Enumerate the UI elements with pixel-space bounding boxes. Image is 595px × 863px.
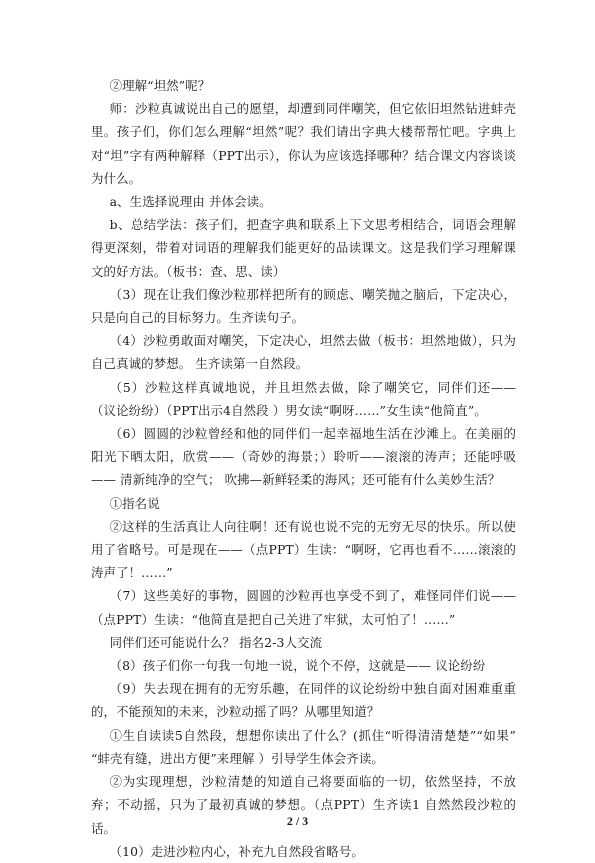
- paragraph-step-5: （5）沙粒这样真诚地说，并且坦然去做，除了嘲笑它，同伴们还——（议论纷纷）（PPT出示4自然段 ）男女读“啊呀……”女生读“他简直”。: [91, 379, 516, 418]
- paragraph-step-9: （9）失去现在拥有的无穷乐趣，在同伴的议论纷纷中独自面对困难重重的，不能预知的未来，沙粒动摇了吗？从哪里知道？: [91, 681, 516, 720]
- paragraph-step-6-1: ①指名说: [109, 495, 160, 511]
- paragraph-step-6: （6）圆圆的沙粒曾经和他的同伴们一起幸福地生活在沙滩上。在美丽的阳光下晒太阳，欣赏——（奇妙的海景；）聆听——滚滚的涛声；还能呼吸—— 清新纯净的空气； 吹拂—新鲜轻柔的海风；还可能有什么美妙生活？: [91, 426, 516, 488]
- paragraph-step-b: b、总结学法：孩子们，把查字典和联系上下文思考相结合，词语会理解得更深刻，带着对词语的理解我们能更好的品读课文。这是我们学习理解课文的好方法。（板书：查、思、读）: [91, 217, 516, 279]
- page-number: 2 / 3: [286, 814, 309, 828]
- paragraph-step-7: （7）这些美好的事物，圆圆的沙粒再也享受不到了，难怪同伴们说——（点PPT）生读：“他简直是把自己关进了牢狱，太可怕了！……”: [91, 588, 516, 627]
- page-body: [91, 74, 516, 863]
- paragraph-companions-say: 同伴们还可能说什么？ 指名2-3人交流: [109, 634, 323, 650]
- paragraph-step-4: （4）沙粒勇敢面对嘲笑，下定决心，坦然去做（板书：坦然地做），只为自己真诚的梦想。 生齐读第一自然段。: [91, 333, 516, 372]
- paragraph-step-3: （3）现在让我们像沙粒那样把所有的顾虑、嘲笑抛之脑后，下定决心，只是向自己的目标努力。生齐读句子。: [91, 286, 516, 326]
- paragraph-teacher-question: 师：沙粒真诚说出自己的愿望，却遭到同伴嘲笑，但它依旧坦然钻进蚌壳里。孩子们，你们怎么理解“坦然”呢？我们请出字典大楼帮帮忙吧。字典上对“坦”字有两种解释（PPT出示），你认为应该选择哪种？结合课文内容谈谈为什么。: [91, 101, 516, 186]
- paragraph-step-9-2: ②为实现理想，沙粒清楚的知道自己将要面临的一切，依然坚持，不放弃；不动摇，只为了最初真诚的梦想。（点PPT）生齐读1 自然然段沙粒的话。: [91, 774, 516, 836]
- paragraph-step-8: （8）孩子们你一句我一句地一说，说个不停，这就是—— 议论纷纷: [109, 658, 486, 674]
- paragraph-step-6-2: ②这样的生活真让人向往啊！还有说也说不完的无穷无尽的快乐。所以使用了省略号。可是现在——（点PPT）生读：“啊呀，它再也看不……滚滚的涛声了！……”: [91, 518, 516, 581]
- paragraph-step-10: （10）走进沙粒内心，补充九自然段省略号。: [109, 843, 364, 859]
- paragraph-step-a: a、生选择说理由 并体会读。: [109, 194, 272, 210]
- paragraph-step-9-1: ①生自读读5自然段，想想你读出了什么？(抓住“听得清清楚楚”“如果” “蚌壳有缝，进出方便”来理解 ）引导学生体会齐读。: [91, 727, 516, 766]
- paragraph-understand-tanran: ②理解“坦然”呢？: [109, 78, 211, 93]
